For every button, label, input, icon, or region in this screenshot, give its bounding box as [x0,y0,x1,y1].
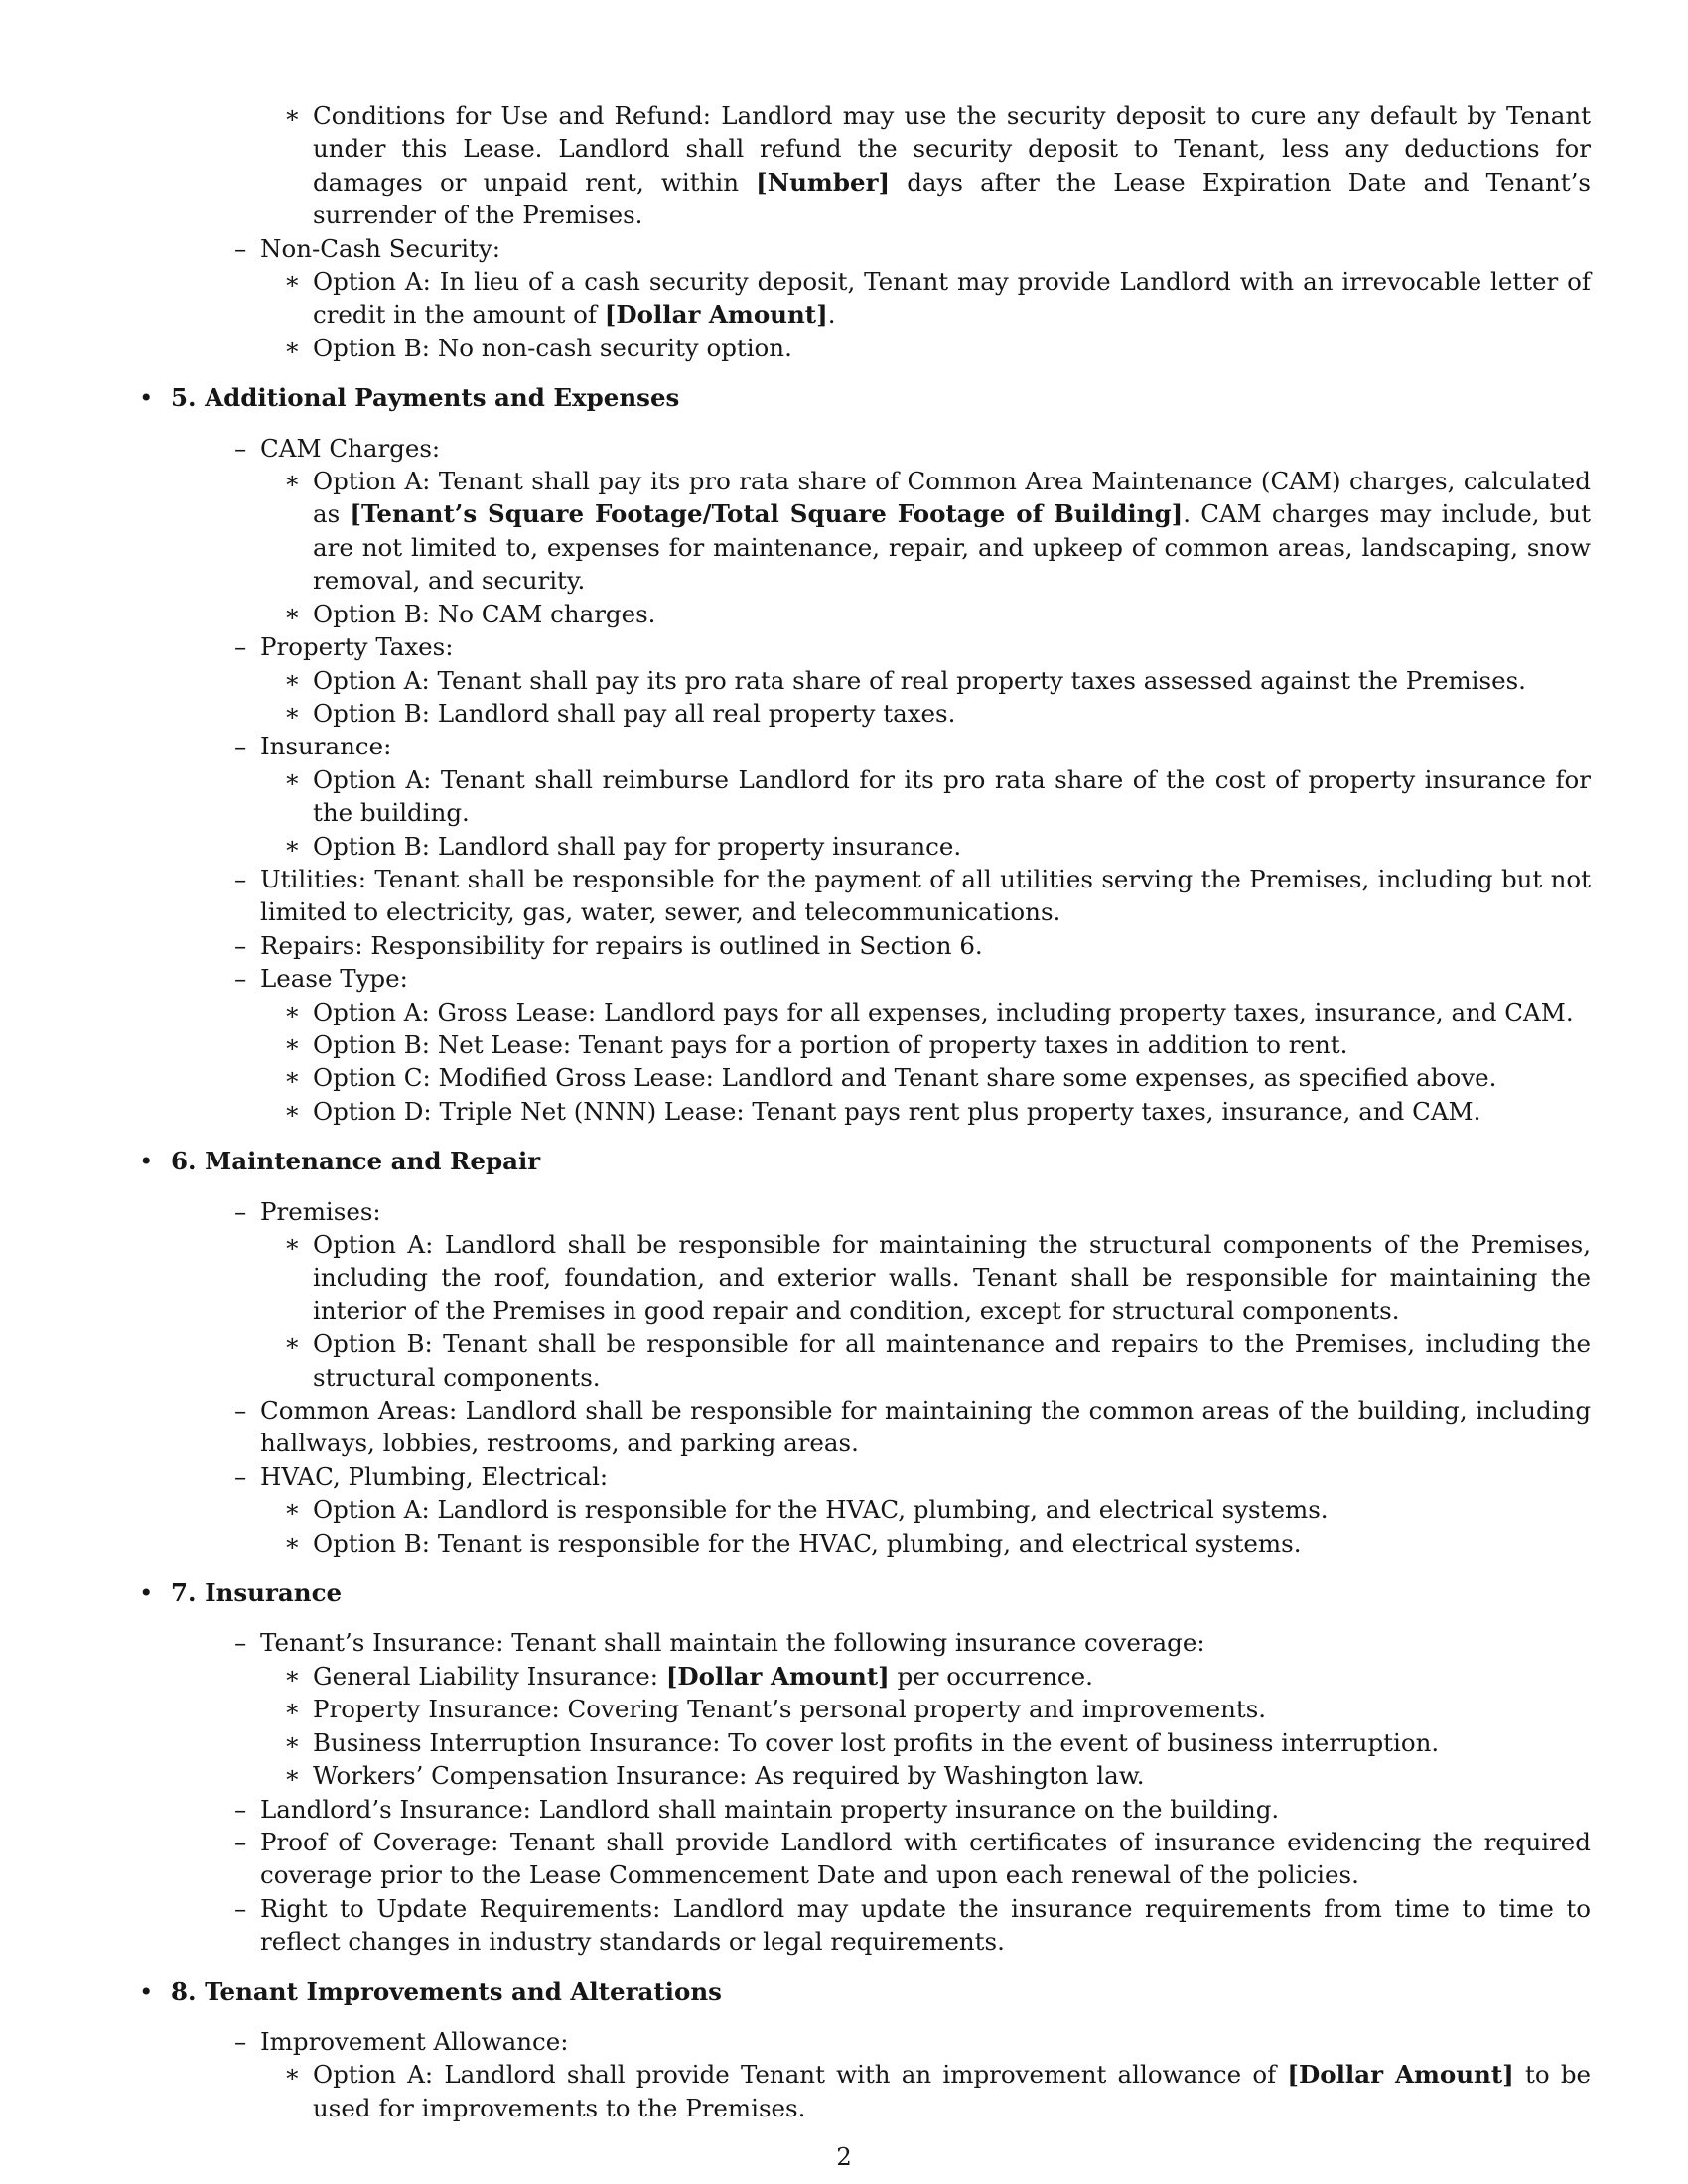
dollar-amount-placeholder: [Dollar Amount] [665,1661,890,1691]
insurance-label: Insurance: [260,732,392,761]
option-text-end: to be used for improvements to the Premises. [313,2060,1592,2122]
dash-marker: – [234,1461,247,1491]
dash-marker: – [234,964,247,994]
asterisk-marker: ∗ [284,1028,301,1058]
option-text: Option A: Tenant shall reimburse Landlord for its pro rata share of the cost of property insurance for the building. [313,764,1591,828]
asterisk-marker: ∗ [284,2059,301,2089]
asterisk-marker: ∗ [284,996,301,1025]
property-insurance [171,1693,1591,1725]
lease-type-label: Lease Type: [260,964,408,994]
option-text: Option A: Landlord is responsible for the HVAC, plumbing, and electrical systems. [313,1495,1329,1525]
non-cash-option-b [171,332,1591,364]
option-text-end: . [827,300,836,330]
tenant-insurance [171,1626,1591,1659]
dash-marker: – [234,632,247,662]
section-5 [139,381,1591,1128]
bullet-marker: • [139,383,154,413]
asterisk-marker: ∗ [284,1062,301,1092]
dash-marker: – [234,732,247,761]
item-text: Property Insurance: Covering Tenant’s personal property and improvements. [313,1695,1267,1724]
proof-text: Proof of Coverage: Tenant shall provide Landlord with certificates of insurance evidencing the required coverage prior to the Lease Commencement Date and upon each renewal of the policies. [260,1827,1591,1890]
asterisk-marker: ∗ [284,1660,301,1690]
business-interruption [171,1726,1591,1759]
taxes-option-b [171,697,1591,730]
cam-charges [171,432,1591,465]
conditions-text: Conditions for Use and Refund: Landlord may use the security deposit to cure any default by Tenant under this Lease. Landlord shall refund the security deposit to Tenant, less any deductions for damages or unpaid rent, within [313,101,1591,197]
utilities-text: Utilities: Tenant shall be responsible for the payment of all utilities serving the Premises, including but not limited to electricity, gas, water, sewer, and telecommunications. [260,864,1591,927]
option-text: Option B: Landlord shall pay for property insurance. [313,831,962,861]
insurance-option-b [171,830,1591,863]
tenant-insurance-label: Tenant’s Insurance: Tenant shall maintain the following insurance coverage: [260,1628,1205,1658]
repairs-text: Repairs: Responsibility for repairs is outlined in Section 6. [260,930,983,960]
dash-marker: – [234,2026,247,2056]
dash-marker: – [234,233,247,263]
asterisk-marker: ∗ [284,1095,301,1125]
lease-type-option-b [171,1028,1591,1061]
asterisk-marker: ∗ [284,697,301,727]
premises-label: Premises: [260,1196,381,1226]
repairs [171,929,1591,962]
dash-marker: – [234,1893,247,1923]
option-text: Option B: Tenant is responsible for the HVAC, plumbing, and electrical systems. [313,1528,1302,1558]
asterisk-marker: ∗ [284,100,301,129]
insurance-expense [171,730,1591,762]
cam-label: CAM Charges: [260,433,441,463]
security-deposit-conditions [171,99,1591,232]
lease-body [139,99,1591,2124]
cam-option-a [171,465,1591,598]
dash-marker: – [234,1794,247,1824]
dash-marker: – [234,1827,247,1856]
number-placeholder: [Number] [756,167,891,197]
option-text: Option A: Tenant shall pay its pro rata share of real property taxes assessed against the Premises. [313,665,1526,695]
asterisk-marker: ∗ [284,332,301,361]
asterisk-marker: ∗ [284,1527,301,1557]
property-taxes [171,630,1591,663]
bullet-marker: • [139,1977,154,2006]
section-heading: 7. Insurance [171,1578,343,1608]
dash-marker: – [234,1196,247,1226]
hvac-label: HVAC, Plumbing, Electrical: [260,1461,609,1491]
improvement-allowance [171,2025,1591,2058]
dollar-amount-placeholder: [Dollar Amount] [1287,2060,1514,2090]
landlord-insurance [171,1793,1591,1826]
allowance-label: Improvement Allowance: [260,2026,569,2056]
section-heading: 6. Maintenance and Repair [171,1147,541,1176]
lease-type-option-c [171,1061,1591,1094]
asterisk-marker: ∗ [284,1694,301,1723]
right-to-update-text: Right to Update Requirements: Landlord may update the insurance requirements from time to time to reflect changes in industry standards or legal requirements. [260,1893,1591,1957]
proof-of-coverage [171,1826,1591,1892]
option-text: Option B: No CAM charges. [313,599,656,628]
asterisk-marker: ∗ [284,1229,301,1258]
premises-option-a [171,1228,1591,1327]
dash-marker: – [234,864,247,893]
allowance-option-a [171,2058,1591,2124]
option-text: Option A: Landlord shall provide Tenant with an improvement allowance of [313,2060,1288,2090]
page-number: 2 [836,2142,852,2171]
option-text: Option A: In lieu of a cash security deposit, Tenant may provide Landlord with an irrevocable letter of credit in the amount of [313,267,1591,330]
section-7 [139,1576,1591,1958]
conditions-text-end: days after the Lease Expiration Date and Tenant’s surrender of the Premises. [313,167,1591,230]
dash-marker: – [234,1396,247,1426]
section-heading: 5. Additional Payments and Expenses [171,383,680,413]
general-liability [171,1660,1591,1693]
option-text-end: . CAM charges may include, but are not limited to, expenses for maintenance, repair, and upkeep of common areas, landscaping, snow removal, and security. [313,499,1591,596]
section-heading: 8. Tenant Improvements and Alterations [171,1977,722,2006]
lease-type [171,962,1591,995]
option-text: Option B: Landlord shall pay all real property taxes. [313,698,956,728]
hvac-option-b [171,1527,1591,1560]
asterisk-marker: ∗ [284,1726,301,1756]
item-text: General Liability Insurance: [313,1661,666,1691]
right-to-update [171,1892,1591,1959]
asterisk-marker: ∗ [284,466,301,495]
taxes-label: Property Taxes: [260,632,454,662]
dash-marker: – [234,930,247,960]
asterisk-marker: ∗ [284,598,301,627]
non-cash-option-a [171,265,1591,332]
hvac-option-a [171,1493,1591,1526]
utilities [171,863,1591,929]
asterisk-marker: ∗ [284,664,301,694]
section-6 [139,1145,1591,1560]
common-areas [171,1394,1591,1460]
lease-type-option-d [171,1095,1591,1128]
option-text: Option B: No non-cash security option. [313,333,792,362]
asterisk-marker: ∗ [284,1760,301,1790]
premises-option-b [171,1327,1591,1394]
square-footage-placeholder: [Tenant’s Square Footage/Total Square Footage of Building] [350,499,1184,529]
insurance-option-a [171,763,1591,830]
option-text: Option A: Landlord shall be responsible for maintaining the structural components of the Premises, including the roof, foundation, and exterior walls. Tenant shall be responsible for maintaining the interior of the Premises in good repair and condition, except for structural components. [313,1230,1591,1325]
landlord-insurance-text: Landlord’s Insurance: Landlord shall maintain property insurance on the building. [260,1794,1280,1824]
dash-marker: – [234,433,247,463]
non-cash-label: Non-Cash Security: [260,233,501,263]
asterisk-marker: ∗ [284,830,301,860]
cam-option-b [171,598,1591,630]
option-text: Option B: Tenant shall be responsible for all maintenance and repairs to the Premises, including the structural components. [313,1329,1591,1392]
common-areas-text: Common Areas: Landlord shall be responsible for maintaining the common areas of the building, including hallways, lobbies, restrooms, and parking areas. [260,1396,1591,1458]
asterisk-marker: ∗ [284,1328,301,1358]
non-cash-security [171,232,1591,265]
bullet-marker: • [139,1578,154,1608]
asterisk-marker: ∗ [284,1494,301,1524]
hvac-plumbing-electrical [171,1460,1591,1493]
dash-marker: – [234,1628,247,1658]
option-text: Option A: Tenant shall pay its pro rata share of Common Area Maintenance (CAM) charges, calculated as [313,467,1591,529]
lease-type-option-a [171,996,1591,1028]
bullet-marker: • [139,1147,154,1176]
dollar-amount-placeholder: [Dollar Amount] [604,300,828,330]
option-text: Option C: Modified Gross Lease: Landlord and Tenant share some expenses, as specified above. [313,1063,1497,1093]
option-text: Option D: Triple Net (NNN) Lease: Tenant pays rent plus property taxes, insurance, and CAM. [313,1096,1481,1126]
section-8 [139,1976,1591,2125]
workers-compensation [171,1759,1591,1792]
option-text: Option A: Gross Lease: Landlord pays for all expenses, including property taxes, insurance, and CAM. [313,997,1574,1026]
section-4-continuation [139,99,1591,364]
asterisk-marker: ∗ [284,763,301,793]
item-text: Workers’ Compensation Insurance: As required by Washington law. [313,1761,1145,1791]
item-text: Business Interruption Insurance: To cover lost profits in the event of business interruption. [313,1727,1440,1757]
taxes-option-a [171,664,1591,697]
option-text: Option B: Net Lease: Tenant pays for a portion of property taxes in addition to rent. [313,1029,1348,1059]
item-text-end: per occurrence. [889,1661,1093,1691]
premises [171,1195,1591,1228]
asterisk-marker: ∗ [284,266,301,296]
